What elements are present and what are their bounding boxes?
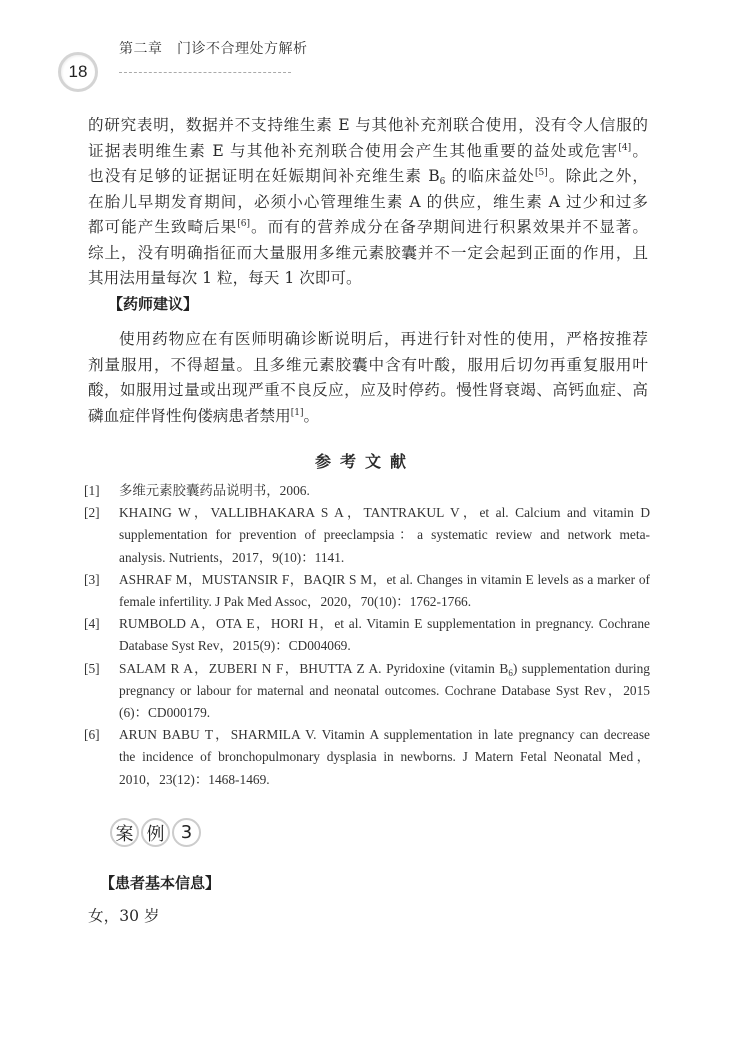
references-heading: 参考文献	[314, 452, 415, 471]
text-line	[119, 746, 650, 768]
chapter-title: 第二章 门诊不合理处方解析	[119, 41, 308, 57]
references-list	[84, 480, 650, 791]
subscript: 6	[508, 667, 513, 678]
text-run: Database Syst Rev，2015(9)：CD004069.	[119, 638, 351, 654]
header-divider	[119, 72, 291, 73]
reference-number: [3]	[84, 571, 100, 587]
text-run: ARUN BABU T，SHARMILA V. Vitamin A supplementation in late pregnancy can decrease	[119, 727, 650, 743]
case-char: 例	[141, 818, 170, 847]
case-number: 3	[172, 818, 201, 847]
text-line	[88, 113, 648, 139]
citation-superscript: [4]	[618, 142, 632, 153]
text-run: 其用法用量每次 1 粒，每天 1 次即可。	[88, 269, 362, 287]
text-line	[119, 547, 650, 569]
text-line	[88, 241, 648, 267]
text-run: 酸，如服用过量或出现严重不良反应，应及时停药。慢性肾衰竭、高钙血症、高	[88, 381, 648, 399]
text-line	[88, 266, 648, 292]
text-run: 的临床益处	[445, 167, 535, 185]
intro-paragraph	[88, 113, 648, 292]
reference-number: [6]	[84, 727, 100, 743]
text-line	[119, 524, 650, 546]
reference-number: [1]	[84, 483, 100, 498]
patient-info-text: 女，30 岁	[88, 907, 160, 925]
text-run: the incidence of bronchopulmonary dysplasia in newborns. J Matern Fetal Neonatal Med，	[119, 749, 650, 765]
text-line	[88, 353, 648, 379]
text-run: analysis. Nutrients，2017，9(10)：1141.	[119, 549, 345, 565]
subscript: 6	[439, 177, 446, 187]
text-run: 综上，没有明确指征而大量服用多维元素胶囊并不一定会起到正面的作用，且	[88, 243, 648, 262]
text-line	[88, 164, 648, 190]
text-run: supplementation for prevention of preeclampsia：a systematic review and network meta-	[119, 527, 650, 543]
page-number: 18	[58, 52, 98, 92]
text-run: 。而有的营养成分在备孕期间进行积累效果并不显著。	[250, 218, 648, 236]
text-run: 的研究表明，数据并不支持维生素 E 与其他补充剂联合使用，没有令人信服的	[88, 116, 648, 134]
text-run: (6)：CD000179.	[119, 705, 211, 721]
reference-item	[84, 658, 650, 725]
text-run: ) supplementation during	[512, 660, 650, 676]
citation-superscript: [6]	[237, 219, 250, 229]
text-run: 使用药物应在有医师明确诊断说明后，再进行针对性的使用，严格按推荐	[119, 330, 648, 348]
patient-info-heading: 【患者基本信息】	[100, 874, 221, 892]
text-line	[119, 591, 650, 613]
text-run: 。除此之外，	[547, 167, 648, 185]
text-line	[88, 404, 648, 430]
text-line	[119, 569, 650, 591]
text-line	[88, 215, 648, 241]
text-run: 。	[631, 141, 648, 160]
text-run: SALAM R A，ZUBERI N F，BHUTTA Z A. Pyridoxine (vitamin B	[119, 660, 509, 676]
reference-item	[84, 724, 650, 791]
reference-number: [2]	[84, 505, 100, 521]
text-run: 多维元素胶囊药品说明书，2006.	[119, 483, 310, 498]
citation-superscript: [1]	[290, 407, 304, 418]
reference-item	[84, 480, 650, 502]
reference-item	[84, 613, 650, 657]
text-run: RUMBOLD A，OTA E，HORI H，et al. Vitamin E supplementation in pregnancy. Cochrane	[119, 616, 650, 632]
citation-superscript: [5]	[535, 168, 548, 178]
text-line	[88, 190, 648, 216]
text-run: 在胎儿早期发育期间，必须小心管理维生素 A 的供应，维生素 A 过少和过多	[88, 192, 648, 211]
text-run: 证据表明维生素 E 与其他补充剂联合使用会产生其他重要的益处或危害	[88, 141, 619, 160]
case-char: 案	[110, 818, 139, 847]
text-run: 都可能产生致畸后果	[88, 218, 238, 236]
text-run: ASHRAF M，MUSTANSIR F，BAQIR S M，et al. Changes in vitamin E levels as a marker of	[119, 571, 650, 587]
pharmacist-advice-paragraph	[88, 327, 648, 429]
text-run: KHAING W，VALLIBHAKARA S A，TANTRAKUL V，et al. Calcium and vitamin D	[119, 505, 650, 521]
text-line	[119, 658, 650, 680]
pharmacist-advice-heading: 【药师建议】	[108, 295, 199, 313]
text-line	[119, 635, 650, 657]
text-line	[119, 724, 650, 746]
text-line	[119, 613, 650, 635]
reference-number: [5]	[84, 660, 100, 676]
text-run: 磷血症伴肾性佝偻病患者禁用	[88, 406, 291, 425]
case-label	[110, 818, 201, 847]
text-run: female infertility. J Pak Med Assoc，2020，70(10)：1762-1766.	[119, 594, 472, 610]
text-line	[88, 378, 648, 404]
text-run: 剂量服用，不得超量。且多维元素胶囊中含有叶酸，服用后切勿再重复服用叶	[88, 355, 648, 374]
text-line	[88, 139, 648, 165]
reference-number: [4]	[84, 616, 100, 632]
text-run: 也没有足够的证据证明在妊娠期间补充维生素 B	[88, 167, 440, 185]
text-line	[88, 327, 648, 353]
text-line	[119, 680, 650, 702]
text-line	[119, 480, 650, 502]
text-run: 2010，23(12)：1468-1469.	[119, 771, 270, 787]
reference-item	[84, 502, 650, 569]
text-run: pregnancy or labour for maternal and neonatal outcomes. Cochrane Database Syst Rev，2015	[119, 682, 650, 698]
text-line	[119, 502, 650, 524]
text-run: 。	[303, 406, 320, 425]
text-line	[119, 702, 650, 724]
reference-item	[84, 569, 650, 613]
text-line	[119, 769, 650, 791]
